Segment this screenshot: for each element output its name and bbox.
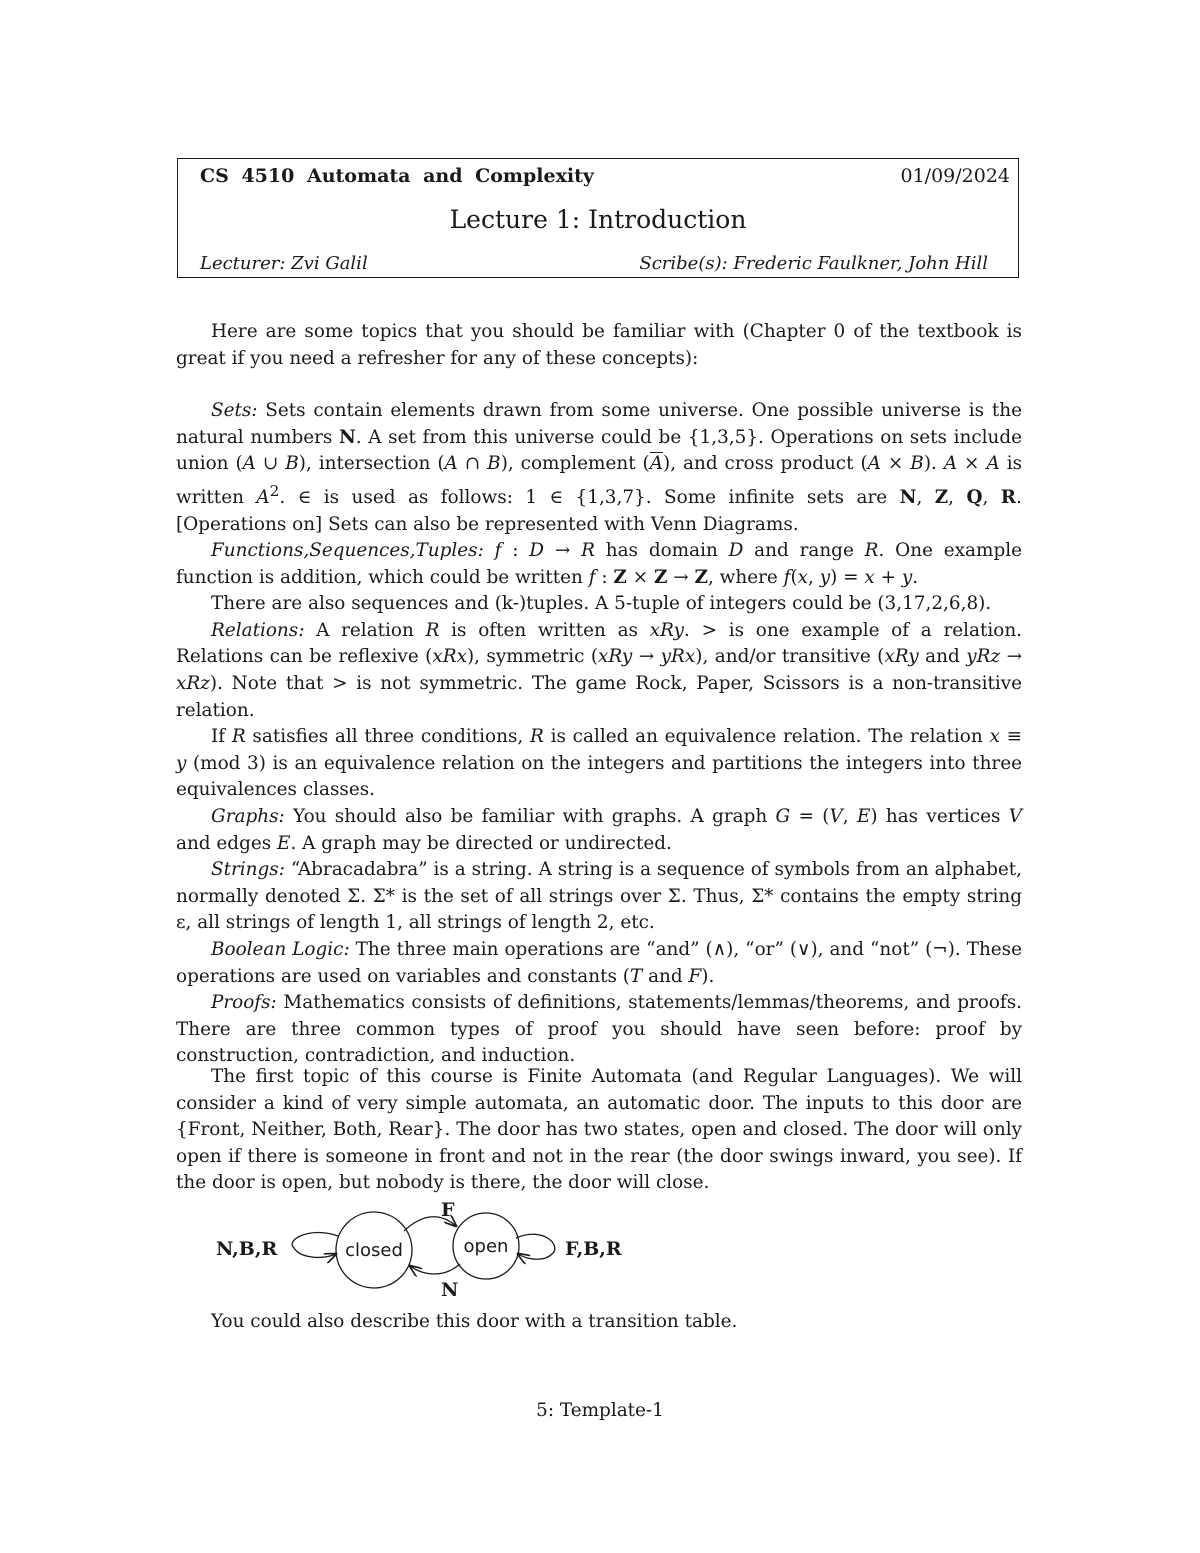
- topics-body: [176, 398, 1022, 1070]
- scribes: Scribe(s): Frederic Faulkner, John Hill: [639, 253, 988, 274]
- door-automaton-diagram: [200, 1196, 640, 1306]
- state-open-label: open: [463, 1236, 509, 1257]
- relations-label: Relations:: [211, 619, 305, 641]
- open-self-loop: [516, 1234, 555, 1259]
- relations-paragraph: Relations: A relation R is often written as xRy. > is one example of a relation. Relations can be reflexive (xRx), symmetric (xRy → yRx), and/or transitive (xRy and yRz → xRz). Note that > is not symmetric. The game Rock, Paper, Scissors is a non-transitive relation.: [176, 619, 1023, 721]
- sets-paragraph: Sets: Sets contain elements drawn from some universe. One possible universe is the natural numbers N. A set from this universe could be {1,3,5}. Operations on sets include union (A ∪ B), intersection (A ∩ B), complement $(\overline{A})$, and cross product (A × B). A × A is written $A^2$. ∈ is used as follows: 1 ∈ {1,3,7}. Some infinite sets are N, Z, Q, R. [Operations on] Sets can also be represented with Venn Diagrams.: [176, 400, 1023, 535]
- lecture-title: Lecture 1: Introduction: [449, 205, 747, 234]
- proofs-label: Proofs:: [211, 992, 277, 1014]
- closed-self-loop: [292, 1233, 338, 1258]
- boolean-paragraph: Boolean Logic: The three main operations are “and” (∧), “or” (∨), and “not” (¬). These operations are used on variables and constants (T and F).: [176, 939, 1023, 987]
- lecture-date: 01/09/2024: [900, 165, 1010, 187]
- open-to-closed-arrow: [410, 1264, 460, 1274]
- intro-paragraph: Here are some topics that you should be familiar with (Chapter 0 of the textbook is great if you need a refresher for any of these concepts):: [176, 321, 1022, 369]
- closed-to-open-label: F: [441, 1199, 455, 1221]
- closing-sentence: You could also describe this door with a transition table.: [211, 1311, 738, 1332]
- proofs-paragraph: Proofs: Mathematics consists of definitions, statements/lemmas/theorems, and proofs. There are three common types of proof you should have seen before: proof by construction, contradiction, and induction.: [176, 992, 1022, 1067]
- page-footer: 5: Template-1: [536, 1400, 664, 1421]
- functions-paragraph: Functions,Sequences,Tuples: f : D → R has domain D and range R. One example function is addition, which could be written f : Z × Z → Z, where f(x, y) = x + y.: [176, 540, 1022, 588]
- graphs-paragraph: Graphs: You should also be familiar with graphs. A graph G = (V, E) has vertices V and edges E. A graph may be directed or undirected.: [176, 806, 1022, 854]
- course-title: CS 4510 Automata and Complexity: [200, 165, 594, 187]
- boolean-label: Boolean Logic:: [211, 939, 350, 960]
- strings-label: Strings:: [211, 859, 285, 881]
- tuples-paragraph: There are also sequences and (k-)tuples. A 5-tuple of integers could be (3,17,2,6,8).: [211, 593, 992, 615]
- equivalence-paragraph: If R satisfies all three conditions, R is called an equivalence relation. The relation x ≡ y (mod 3) is an equivalence relation on the integers and partitions the integers into three equivalences classes.: [176, 726, 1022, 801]
- open-loop-label: F,B,R: [565, 1238, 622, 1260]
- functions-label: Functions,Sequences,Tuples:: [211, 540, 484, 562]
- strings-paragraph: Strings: “Abracadabra” is a string. A string is a sequence of symbols from an alphabet, normally denoted Σ. Σ* is the set of all strings over Σ. Thus, Σ* contains the empty string ε, all strings of length 1, all strings of length 2, etc.: [176, 859, 1022, 934]
- open-to-closed-label: N: [441, 1279, 459, 1301]
- lecture-header-box: [177, 158, 1019, 278]
- sets-label: Sets:: [211, 400, 258, 421]
- state-closed-label: closed: [345, 1240, 403, 1261]
- automata-paragraph: The first topic of this course is Finite Automata (and Regular Languages). We will consider a kind of very simple automata, an automatic door. The inputs to this door are {Front, Neither, Both, Rear}. The door has two states, open and closed. The door will only open if there is someone in front and not in the rear (the door swings inward, you see). If the door is open, but nobody is there, the door will close.: [176, 1066, 1022, 1194]
- graphs-label: Graphs:: [211, 806, 285, 828]
- closed-loop-label: N,B,R: [216, 1238, 278, 1260]
- lecturer: Lecturer: Zvi Galil: [200, 253, 368, 274]
